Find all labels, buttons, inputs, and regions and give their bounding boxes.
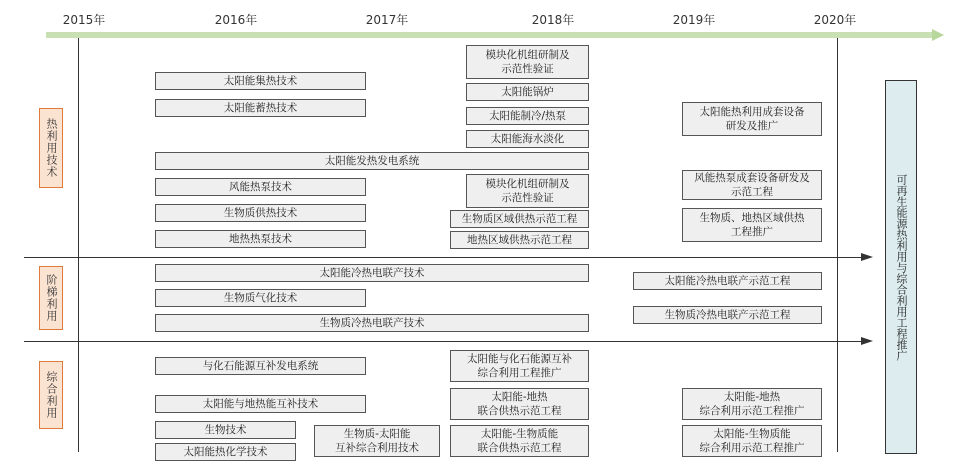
section-divider-2 (24, 341, 869, 342)
box-wind-heatpump-equipment: 风能热泵成套设备研发及 示范工程 (682, 170, 822, 200)
box-biomass-gasification: 生物质气化技术 (155, 289, 366, 307)
box-solar-fossil-promotion: 太阳能与化石能源互补 综合利用工程推广 (450, 350, 589, 382)
box-biomass-cchp-demo: 生物质冷热电联产示范工程 (633, 306, 822, 324)
box-solar-cchp: 太阳能冷热电联产技术 (155, 264, 589, 282)
box-solar-geothermal-promotion: 太阳能-地热 综合利用示范工程推广 (682, 388, 822, 420)
year-label-2019: 2019年 (672, 13, 716, 27)
section-divider-1 (24, 257, 869, 258)
box-solar-cchp-demo: 太阳能冷热电联产示范工程 (633, 272, 822, 290)
vline-2020 (837, 38, 838, 452)
box-biomass-solar-hybrid: 生物质-太阳能 互补综合利用技术 (314, 425, 440, 457)
box-biomass-heating: 生物质供热技术 (155, 204, 366, 222)
box-fossil-hybrid-power: 与化石能源互补发电系统 (155, 357, 366, 375)
box-solar-desalination: 太阳能海水淡化 (466, 130, 589, 148)
box-module-unit-1: 模块化机组研制及 示范性验证 (466, 45, 589, 79)
box-solar-geothermal-hybrid: 太阳能与地热能互补技术 (155, 395, 366, 413)
category-thermal: 热利用技术 (39, 108, 63, 188)
box-solar-thermal-power: 太阳能发热发电系统 (155, 152, 589, 170)
year-label-2015: 2015年 (62, 13, 106, 27)
box-solar-equipment-promotion: 太阳能热利用成套设备 研发及推广 (682, 102, 822, 136)
vline-2015 (78, 38, 79, 452)
box-solar-geothermal-demo: 太阳能-地热 联合供热示范工程 (450, 388, 589, 420)
box-biomass-district-heating: 生物质区域供热示范工程 (450, 210, 589, 228)
box-geothermal-heatpump: 地热热泵技术 (155, 230, 366, 248)
box-module-unit-2: 模块化机组研制及 示范性验证 (466, 174, 589, 208)
year-label-2020: 2020年 (813, 13, 857, 27)
box-solar-biomass-demo: 太阳能-生物质能 联合供热示范工程 (450, 425, 589, 457)
box-solar-collector: 太阳能集热技术 (155, 72, 366, 90)
outcome-box: 可再生能源热利用与综合利用工程推广 (885, 80, 917, 454)
box-solar-boiler: 太阳能锅炉 (466, 83, 589, 101)
year-label-2016: 2016年 (214, 13, 258, 27)
box-biomass-geothermal-promotion: 生物质、地热区域供热 工程推广 (682, 208, 822, 242)
timeline-bar (46, 32, 934, 38)
box-solar-cooling: 太阳能制冷/热泵 (466, 107, 589, 125)
box-solar-storage: 太阳能蓄热技术 (155, 99, 366, 117)
timeline-arrow-head (932, 29, 944, 41)
box-biotech: 生物技术 (155, 421, 296, 439)
category-integrated: 综合利用 (39, 361, 63, 429)
category-cascade: 阶梯利用 (39, 266, 63, 330)
section-divider-1-arrow (861, 253, 873, 261)
box-wind-heatpump: 风能热泵技术 (155, 178, 366, 196)
box-solar-biomass-promotion: 太阳能-生物质能 综合利用示范工程推广 (682, 425, 822, 457)
section-divider-2-arrow (861, 337, 873, 345)
year-label-2018: 2018年 (531, 13, 575, 27)
box-geothermal-district-heating: 地热区域供热示范工程 (450, 231, 589, 249)
box-solar-thermochemical: 太阳能热化学技术 (155, 443, 296, 461)
year-label-2017: 2017年 (365, 13, 409, 27)
box-biomass-cchp: 生物质冷热电联产技术 (155, 314, 589, 332)
